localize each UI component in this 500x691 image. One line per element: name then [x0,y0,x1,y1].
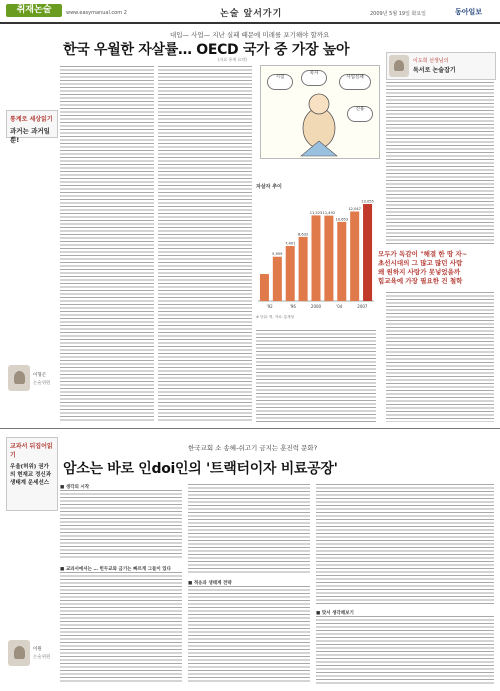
chart-plot [254,191,378,315]
article2-subtitle: 한국교회 소 송혜-쉬고기 금지는 훈진럭 문화? [188,444,318,452]
reporter-role: 논술위원 [33,381,51,386]
article1-column-1 [60,66,154,421]
article1-column-2 [158,66,252,421]
author-photo [389,55,409,77]
right-column-bottom [386,292,494,422]
quote-line-1: 모두가 독감이 "해결 한 땅 자~ [378,250,468,258]
section-heading-1: ■ 생각의 시작 [60,485,90,490]
chart-tick-label: 2000 [310,304,322,309]
article1-column-3 [256,330,376,422]
chart-bar [350,212,359,301]
chart-value-label: 10,653 [335,217,349,222]
article2-headline: 암소는 바로 인doi인의 '트랙터이자 비료공장' [63,461,338,477]
chart-value-label: 13,055 [361,199,374,204]
chart-bar [286,246,295,301]
author-line1: 이도희 선생님의 [413,58,449,64]
logo: 취재논술 [6,4,62,17]
quote-line-2: 초선시대의 그 많고 많던 사람 [378,259,463,267]
article-divider [0,428,500,429]
suicide-chart [254,183,378,323]
article2-col2-a [188,484,310,574]
chart-tick-label: 2007 [357,304,368,309]
article2-col1-a [60,490,182,560]
quote-box [378,250,496,286]
chart-bar [363,204,372,301]
section-heading-2: ■ 교과서에서는 … 힌두교와 금기는 빠르게 그들이 있다 [60,567,172,572]
article2-col3-a [316,484,494,604]
bubble-3: 사업실패 [339,74,371,90]
chart-value-label: 5,959 [272,252,283,257]
chart-value-label: 8,632 [297,232,309,237]
reporter-name: 이형곤 [33,373,47,378]
chart-bar [273,257,282,301]
section-heading-4: ■ 맞서 생각해보기 [316,611,354,616]
page-number: 2 [123,10,127,16]
section-title: 논술 앞서가기 [220,9,283,19]
cartoon-illustration [260,65,380,159]
quote-line-4: 힘교육에 가장 필요한 건 철학 [378,277,463,285]
quote-line-3: 왜 원하지 사랑가 못넣었을까 [378,268,461,276]
chart-tick-label: '96 [289,304,296,309]
section-heading-3: ■ 적응과 생태계 전략 [188,581,232,586]
article2-col1-b [60,572,182,684]
author-box [386,52,496,80]
chart-note: ※ 단위: 명, 자료: 통계청 [256,315,294,319]
side-tag-title-2: 우울(허위) 권가의 현재교 정신과 생태계 운세선스 [10,464,52,486]
chart-title: 자살자 추이 [256,184,282,190]
article1-source: (자료 통계 요약) [218,57,247,62]
bubble-2: 죽자 [301,70,327,86]
article1-subtitle: 대입— 사업— 지난 실패 때문에 미래를 포기해야 할까요 [170,31,330,39]
reporter-role-2: 논술위원 [33,655,51,660]
article1-side-tag [6,110,58,144]
chart-value-label: 11,523 [309,210,323,215]
bubble-4: 신용 [347,106,373,122]
article2-col2-b [188,586,310,684]
right-column-top [386,82,494,244]
bubble-1: 시험 [267,74,293,90]
author-line2: 독서로 논술잡기 [413,67,456,74]
chart-bar [260,274,269,301]
chart-tick-label: '04 [336,304,343,309]
chart-value-label: 12,047 [348,207,361,212]
chart-bar [311,215,320,301]
newspaper-name: 동아일보 [455,8,483,16]
article1-headline: 한국 우월한 자살률… OECD 국가 중 가장 높아 [63,42,350,58]
header-url: www.easymanual.com 2 [66,10,127,16]
chart-tick-label: '92 [266,304,273,309]
article2-col3-b [316,616,494,684]
reporter-photo [8,365,30,391]
side-tag-label: 통계로 세상읽기 [10,116,53,123]
chart-bar [299,237,308,301]
chart-value-label: 11,492 [322,211,336,216]
side-tag-label-2: 교과서 뒤집어읽기 [10,443,53,459]
chart-bar [337,222,346,301]
issue-date: 2009년 5월 19일 화요일 [370,11,427,17]
chart-value-label: 7,401 [285,241,296,246]
article2-side-tag [6,437,58,511]
reporter-name-2: 이원 [33,647,42,652]
side-tag-title: 과거는 과거일 뿐! [10,127,50,144]
reporter-photo-2 [8,640,30,666]
chart-bar [324,216,333,301]
